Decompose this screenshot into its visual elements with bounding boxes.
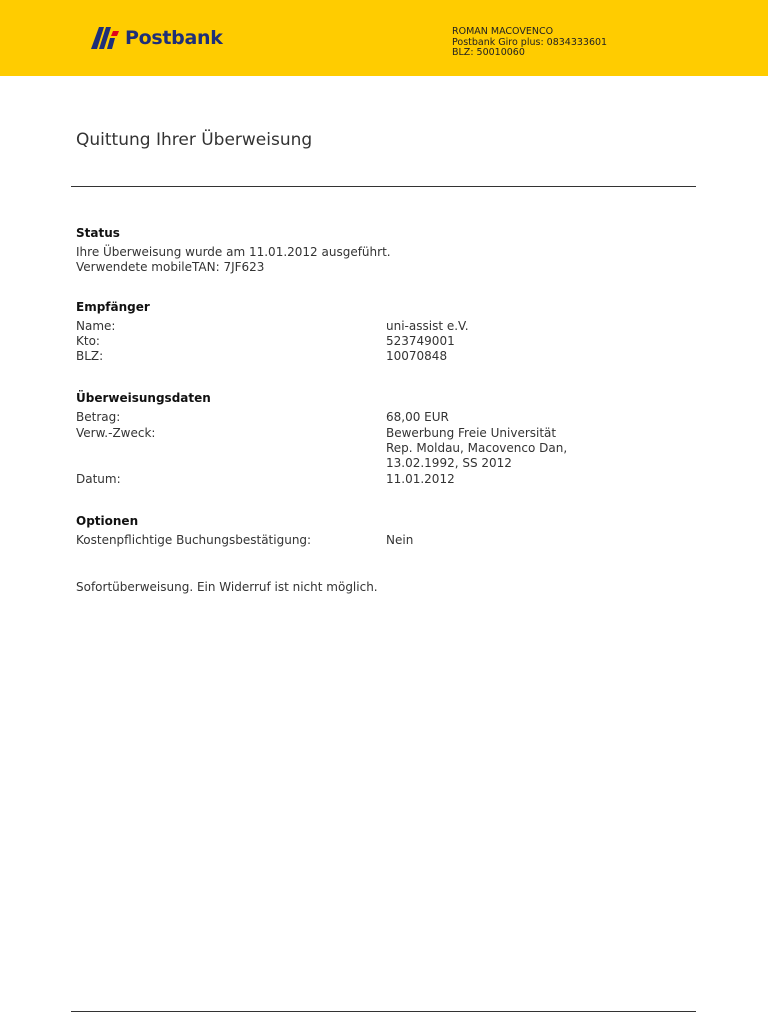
booking-confirmation-label: Kostenpflichtige Buchungsbestätigung: [76, 533, 312, 547]
recipient-name-value: uni-assist e.V. [386, 319, 469, 333]
date-label: Datum: [76, 472, 121, 486]
status-executed-text: Ihre Überweisung wurde am 11.01.2012 ausgeführt. [76, 245, 391, 259]
options-heading: Optionen [76, 514, 139, 528]
recipient-kto-value: 523749001 [386, 334, 455, 348]
bottom-divider [71, 1011, 696, 1012]
purpose-line-2: Rep. Moldau, Macovenco Dan, [386, 441, 568, 455]
date-value: 11.01.2012 [386, 472, 455, 486]
page-title: Quittung Ihrer Überweisung [76, 130, 313, 150]
amount-label: Betrag: [76, 410, 121, 424]
top-divider [71, 186, 696, 187]
postbank-wing-logo-icon [91, 27, 121, 49]
header-bar [0, 0, 768, 76]
purpose-line-1: Bewerbung Freie Universität [386, 426, 557, 440]
brand-name: Postbank [125, 27, 223, 49]
amount-value: 68,00 EUR [386, 410, 449, 424]
postbank-logo [91, 27, 223, 49]
account-info [452, 27, 607, 59]
account-holder: ROMAN MACOVENCO [452, 26, 554, 37]
booking-confirmation-value: Nein [386, 533, 414, 547]
purpose-line-3: 13.02.1992, SS 2012 [386, 456, 512, 470]
status-tan-text: Verwendete mobileTAN: 7JF623 [76, 260, 265, 274]
recipient-blz-value: 10070848 [386, 349, 448, 363]
status-heading: Status [76, 226, 120, 240]
account-product: Postbank Giro plus: 0834333601 [452, 36, 608, 48]
recipient-heading: Empfänger [76, 300, 150, 314]
account-blz: BLZ: 50010060 [452, 47, 525, 58]
recipient-kto-label: Kto: [76, 334, 100, 348]
recipient-blz-label: BLZ: [76, 349, 104, 363]
transfer-heading: Überweisungsdaten [76, 391, 211, 405]
recipient-name-label: Name: [76, 319, 116, 333]
purpose-label: Verw.-Zweck: [76, 426, 156, 440]
revocation-note: Sofortüberweisung. Ein Widerruf ist nicht möglich. [76, 580, 378, 594]
